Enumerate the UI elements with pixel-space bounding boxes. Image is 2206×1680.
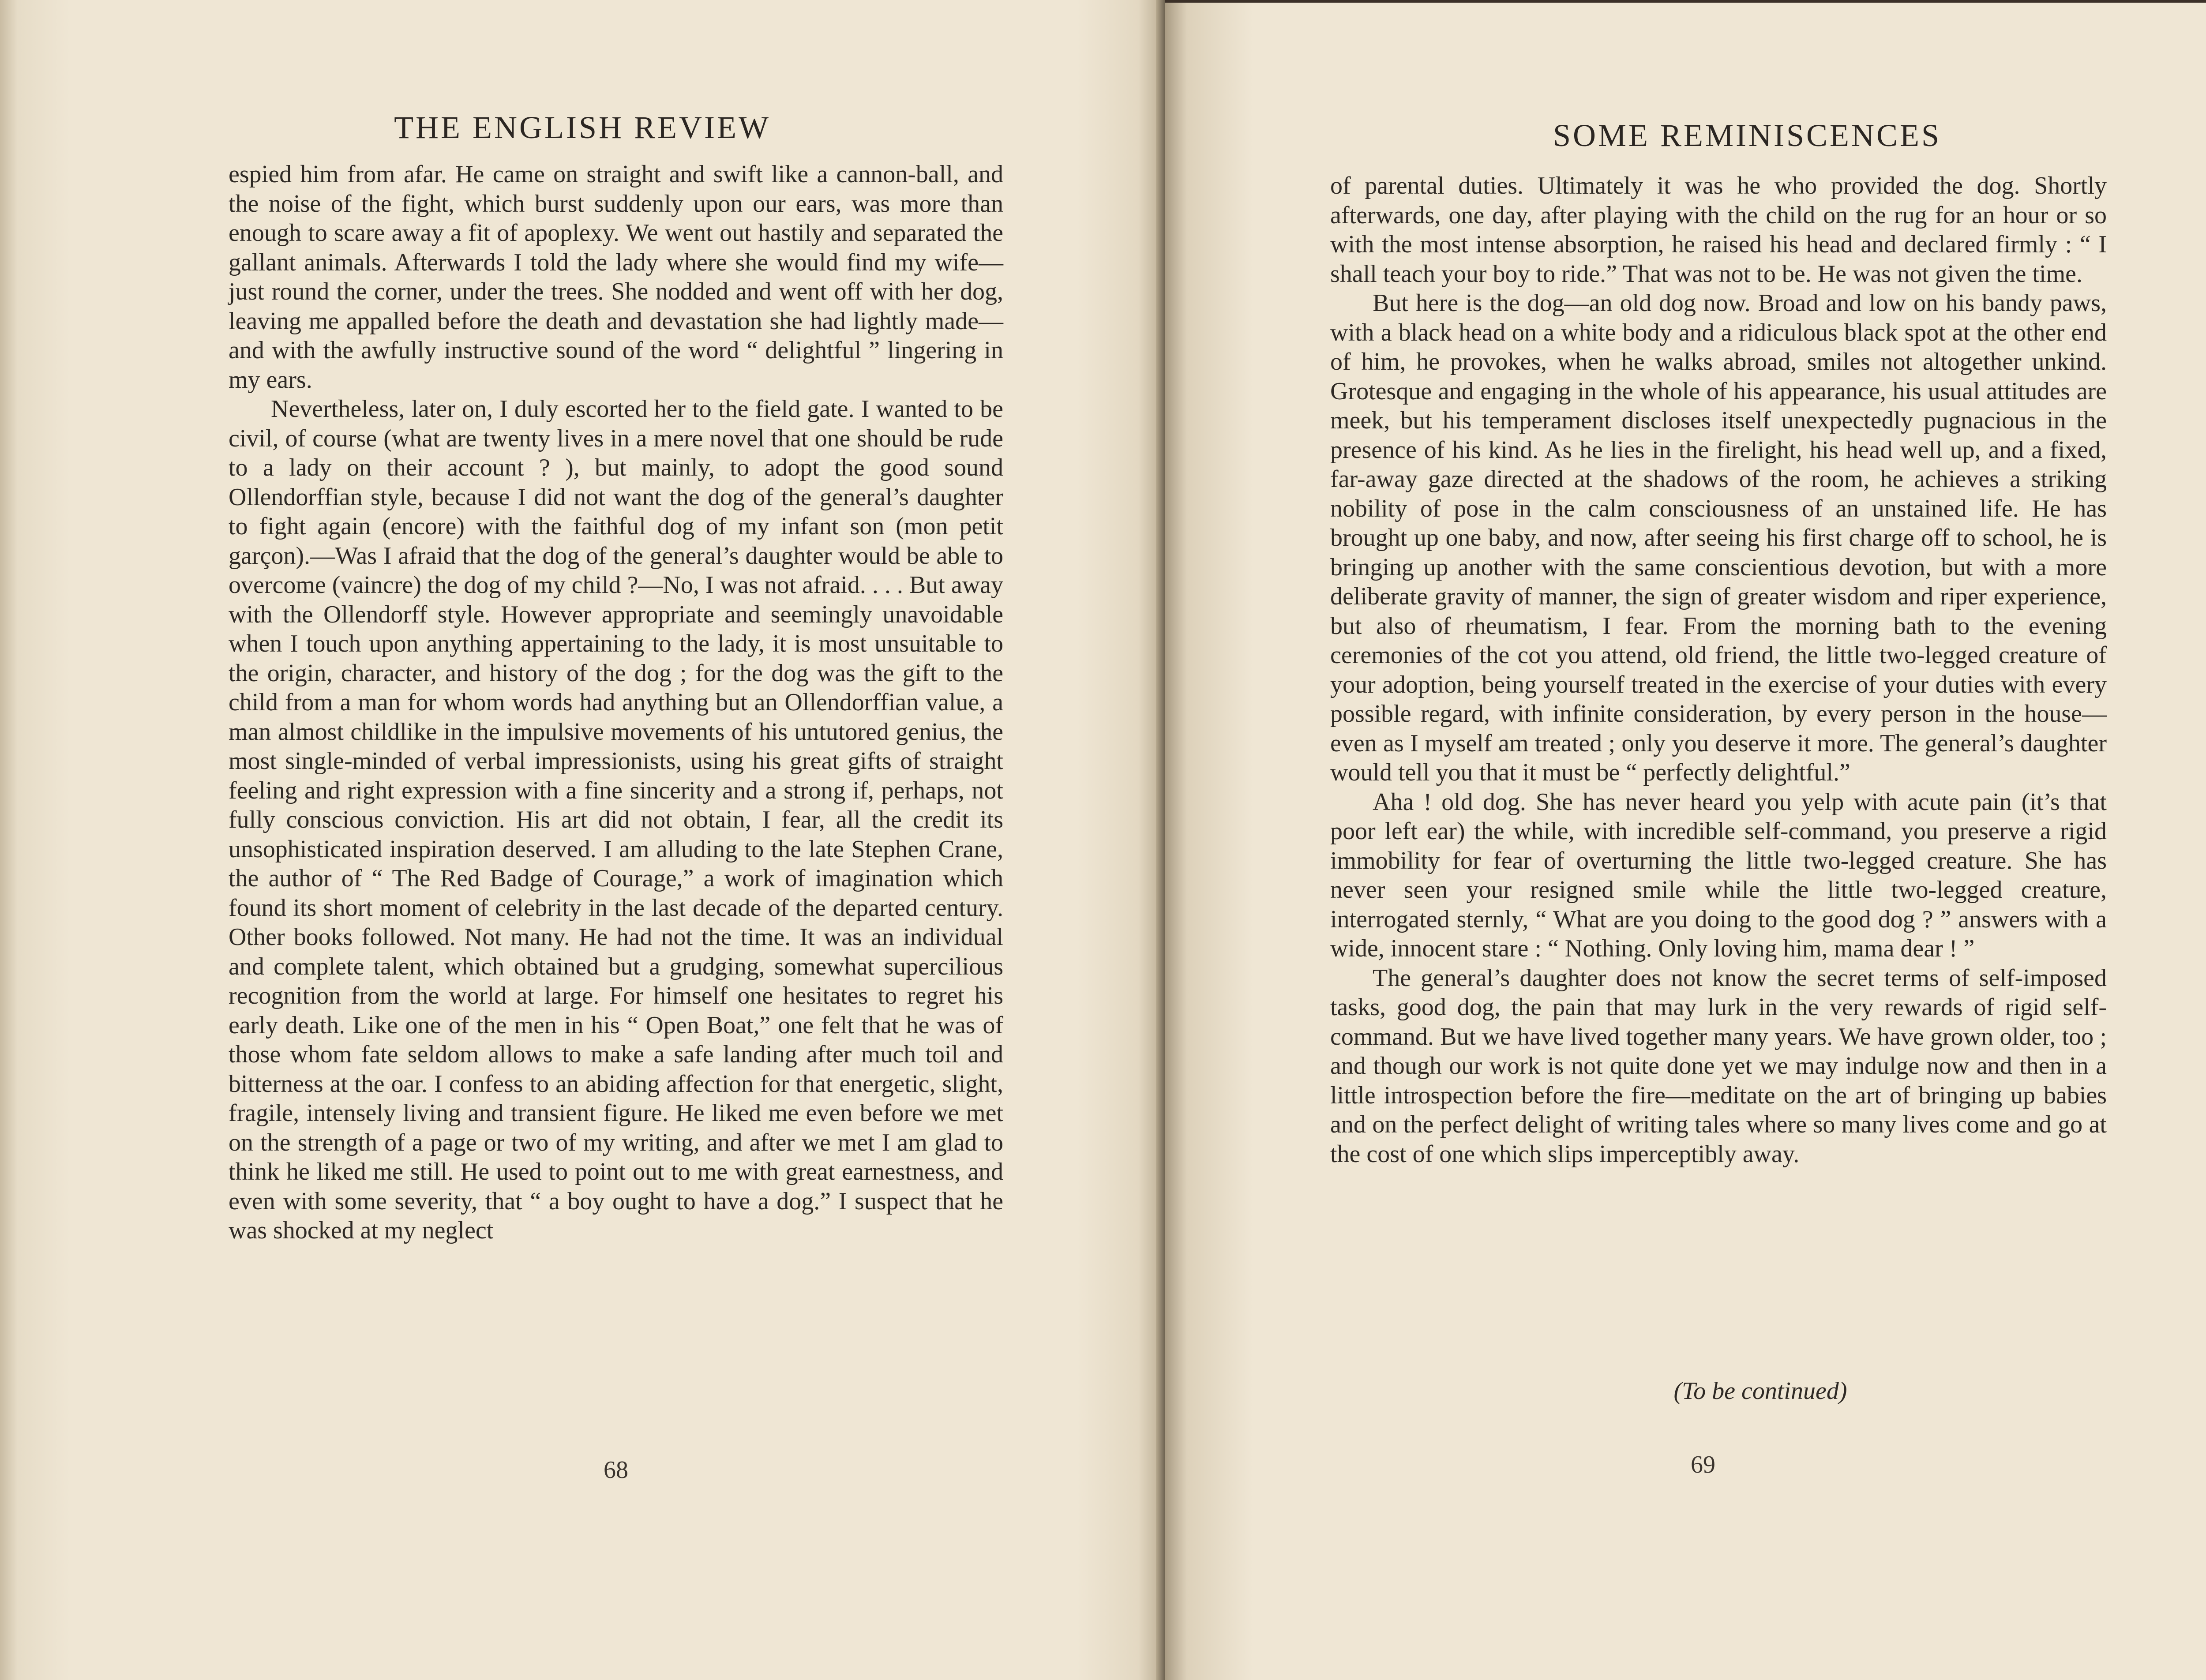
paragraph: But here is the dog—an old dog now. Broad and low on his bandy paws, with a black head on a white body and a ridiculous black spot at the other end of him, he provokes, when he walks abroad, smiles not altogether unkind. Grotesque and engaging in the whole of his appearance, his usual attitudes are meek, but his temperament discloses itself unexpectedly pugnacious in the presence of his kind. As he lies in the firelight, his head well up, and a fixed, far-away gaze directed at the shadows of the room, he achieves a striking nobility of pose in the calm consciousness of an unstained life. He has brought up one baby, and now, after seeing his first charge off to school, he is bringing up another with the same conscientious devotion, but with a more deliberate gravity of manner, the sign of greater wisdom and riper experience, but also of rheumatism, I fear. From the morning bath to the evening ceremonies of the cot you attend, old friend, the little two-legged creature of your adoption, being yourself treated in the exercise of your duties with every possible regard, with infinite consideration, by every person in the house—even as I myself am treated ; only you deserve it more. The general’s daughter would tell you that it must be “ perfectly delightful.” xyxy=(1330,289,2107,786)
left-body-text xyxy=(229,160,1003,1245)
paragraph: espied him from afar. He came on straight and swift like a cannon-ball, and the noise of the fight, which burst suddenly upon our ears, was more than enough to scare away a fit of apoplexy. We went out hastily and separated the gallant animals. Afterwards I told the lady where she would find my wife—just round the corner, under the trees. She nodded and went off with her dog, leaving me appalled before the death and devastation she had lightly made—and with the awfully instructive sound of the word “ delightful ” lingering in my ears. xyxy=(229,161,1003,394)
page-number-left: 68 xyxy=(604,1456,628,1484)
running-head-left: THE ENGLISH REVIEW xyxy=(394,110,771,145)
right-body-text xyxy=(1330,171,2107,1169)
page-number-right: 69 xyxy=(1691,1451,1715,1478)
to-be-continued: (To be continued) xyxy=(1673,1377,1847,1405)
running-head-right: SOME REMINISCENCES xyxy=(1553,118,1942,153)
paragraph: The general’s daughter does not know the secret terms of self-imposed tasks, good dog, the pain that may lurk in the very rewards of rigid self-command. But we have lived together many years. We have grown older, too ; and though our work is not quite done yet we may indulge now and then in a little introspection before the fire—meditate on the art of bringing up babies and on the perfect delight of writing tales where so many lives come and go at the cost of one which slips imperceptibly away. xyxy=(1330,964,2107,1168)
paragraph: Aha ! old dog. She has never heard you yelp with acute pain (it’s that poor left ear) the while, with incredible self-command, you preserve a rigid immobility for fear of overturning the little two-legged creature. She has never seen your resigned smile while the little two-legged creature, interrogated sternly, “ What are you doing to the good dog ? ” answers with a wide, innocent stare : “ Nothing. Only loving him, mama dear ! ” xyxy=(1330,788,2107,962)
paragraph: of parental duties. Ultimately it was he who provided the dog. Shortly afterwards, one day, after playing with the child on the rug for an hour or so with the most intense absorption, he raised his head and declared firmly : “ I shall teach your boy to ride.” That was not to be. He was not given the time. xyxy=(1330,172,2107,288)
right-page xyxy=(1165,0,2206,1680)
paragraph: Nevertheless, later on, I duly escorted her to the field gate. I wanted to be civil, of course (what are twenty lives in a mere novel that one should be rude to a lady on their account ? ), but mainly, to adopt the good sound Ollendorffian style, because I did not want the dog of the general’s daughter to fight again (encore) with the faithful dog of my infant son (mon petit garçon).—Was I afraid that the dog of the general’s daughter would be able to overcome (vaincre) the dog of my child ?—No, I was not afraid. . . . But away with the Ollendorff style. However appropriate and seemingly unavoidable when I touch upon anything appertaining to the lady, it is most unsuitable to the origin, character, and history of the dog ; for the dog was the gift to the child from a man for whom words had anything but an Ollendorffian value, a man almost childlike in the impulsive movements of his untutored genius, the most single-minded of verbal impressionists, using his great gifts of straight feeling and right expression with a fine sincerity and a strong if, perhaps, not fully conscious conviction. His art did not obtain, I fear, all the credit its unsophisticated inspiration deserved. I am alluding to the late Stephen Crane, the author of “ The Red Badge of Courage,” a work of imagination which found its short moment of celebrity in the last decade of the departed century. Other books followed. Not many. He had not the time. It was an individual and complete talent, which obtained but a grudging, somewhat supercilious recognition from the world at large. For himself one hesitates to regret his early death. Like one of the men in his “ Open Boat,” one felt that he was of those whom fate seldom allows to make a safe landing after much toil and bitterness at the oar. I confess to an abiding affection for that energetic, slight, fragile, intensely living and transient figure. He liked me even before we met on the strength of a page or two of my writing, and after we met I am glad to think he liked me still. He used to point out to me with great earnestness, and even with some severity, that “ a boy ought to have a dog.” I suspect that he was shocked at my neglect xyxy=(229,395,1003,1244)
